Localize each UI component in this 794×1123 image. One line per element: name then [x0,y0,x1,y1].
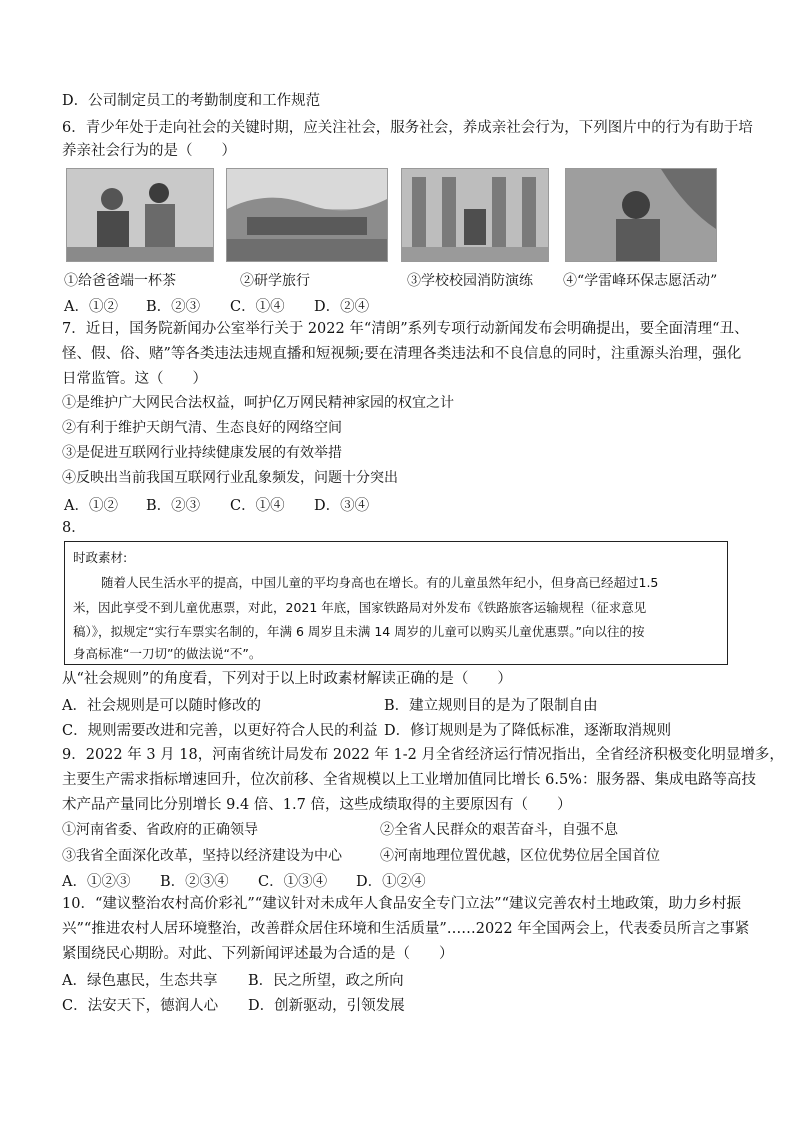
q7-option-d: D．③④ [314,498,370,514]
q6-option-a: A．①② [64,299,118,315]
q7-item-2: ②有利于维护天朗气清、生态良好的网络空间 [62,420,342,436]
q7-option-a: A．①② [64,498,118,514]
q8-box-line-1: 随着人民生活水平的提高，中国儿童的平均身高也在增长。有的儿童虽然年纪小，但身高已经超过1.5 [101,575,659,590]
q7-item-4: ④反映出当前我国互联网行业乱象频发，问题十分突出 [62,470,398,486]
q7-stem-line-3: 日常监管。这（ ） [62,371,207,387]
q6-stem-line-1: 6．青少年处于走向社会的关键时期，应关注社会，服务社会，养成亲社会行为，下列图片中的行为有助于培 [62,120,753,136]
q9-item-1: ①河南省委、省政府的正确领导 [62,822,258,838]
q9-item-2: ②全省人民群众的艰苦奋斗，自强不息 [380,822,618,838]
q10-option-c: C．法安天下，德润人心 [62,998,219,1014]
q6-stem-line-2: 养亲社会行为的是（ ） [62,143,236,159]
q9-stem-line-2: 主要生产需求指标增速回升，位次前移、全省规模以上工业增加值同比增长 6.5%：服务器、集成电路等高技 [62,772,756,788]
q6-option-d: D．②④ [314,299,370,315]
photo-volunteer-activity [565,168,717,262]
q10-stem-line-2: 兴”“推进农村人居环境整治，改善群众居住环境和生活质量”……2022 年全国两会上，代表委员所言之事紧 [62,921,750,937]
q9-option-d: D．①②④ [356,874,426,890]
q8-box-line-3: 稿）》，拟规定“实行车票实名制的，年满 6 周岁且未满 14 周岁的儿童可以购买儿童优惠票。”向以往的按 [73,624,645,639]
q8-box-title: 时政素材: [73,550,128,565]
q10-option-d: D．创新驱动，引领发展 [248,998,405,1014]
q7-item-1: ①是维护广大网民合法权益，呵护亿万网民精神家园的权宜之计 [62,395,454,411]
q10-stem-line-3: 紧围绕民心期盼。对此、下列新闻评述最为合适的是（ ） [62,946,454,962]
prev-question-option-d: D．公司制定员工的考勤制度和工作规范 [62,93,321,109]
photo-serving-tea [66,168,214,262]
q6-option-b: B．②③ [146,299,201,315]
q6-caption-1: ①给爸爸端一杯茶 [64,273,176,289]
q7-stem-line-1: 7．近日，国务院新闻办公室举行关于 2022 年“清朗”系列专项行动新闻发布会明确提出，要全面清理“丑、 [62,321,749,337]
photo-fire-drill [401,168,549,262]
q9-item-3: ③我省全面深化改革，坚持以经济建设为中心 [62,848,342,864]
q8-option-c: C．规则需要改进和完善，以更好符合人民的利益 [62,723,378,739]
q8-option-a: A．社会规则是可以随时修改的 [62,698,261,714]
q8-option-d: D．修订规则是为了降低标准，逐渐取消规则 [384,723,672,739]
q8-material-box [64,541,728,665]
q9-stem-line-1: 9．2022 年 3 月 18，河南省统计局发布 2022 年 1-2 月全省经济运行情况指出，全省经济积极变化明显增多， [62,747,784,763]
q8-box-line-2: 米，因此享受不到儿童优惠票，对此，2021 年底，国家铁路局对外发布《铁路旅客运输规程（征求意见 [73,600,647,615]
q9-option-a: A．①②③ [62,874,131,890]
q10-option-a: A．绿色惠民，生态共享 [62,973,218,989]
q6-caption-4: ④“学雷峰环保志愿活动” [563,273,718,289]
q9-option-b: B．②③④ [160,874,229,890]
q10-option-b: B．民之所望，政之所向 [248,973,404,989]
q7-option-b: B．②③ [146,498,201,514]
q8-stem: 从“社会规则”的角度看，下列对于以上时政素材解读正确的是（ ） [62,671,512,687]
q7-item-3: ③是促进互联网行业持续健康发展的有效举措 [62,445,342,461]
q6-option-c: C．①④ [230,299,285,315]
q10-stem-line-1: 10．“建议整治农村高价彩礼”“建议针对未成年人食品安全专门立法”“建议完善农村土地政策，助力乡村振 [62,896,742,912]
q9-item-4: ④河南地理位置优越，区位优势位居全国首位 [380,848,660,864]
q8-box-line-4: 身高标准“一刀切”的做法说“不”。 [73,646,262,661]
q9-option-c: C．①③④ [258,874,328,890]
q6-caption-2: ②研学旅行 [240,273,310,289]
q7-stem-line-2: 怪、假、俗、赌”等各类违法违规直播和短视频;要在清理各类违法和不良信息的同时，注重源头治理，强化 [62,346,742,362]
q8-option-b: B．建立规则目的是为了限制自由 [384,698,598,714]
q9-stem-line-3: 术产品产量同比分别增长 9.4 倍、1.7 倍，这些成绩取得的主要原因有（ ） [62,797,572,813]
q7-option-c: C．①④ [230,498,285,514]
q8-number: 8． [62,520,86,536]
photo-study-trip [226,168,388,262]
q6-caption-3: ③学校校园消防演练 [407,273,533,289]
